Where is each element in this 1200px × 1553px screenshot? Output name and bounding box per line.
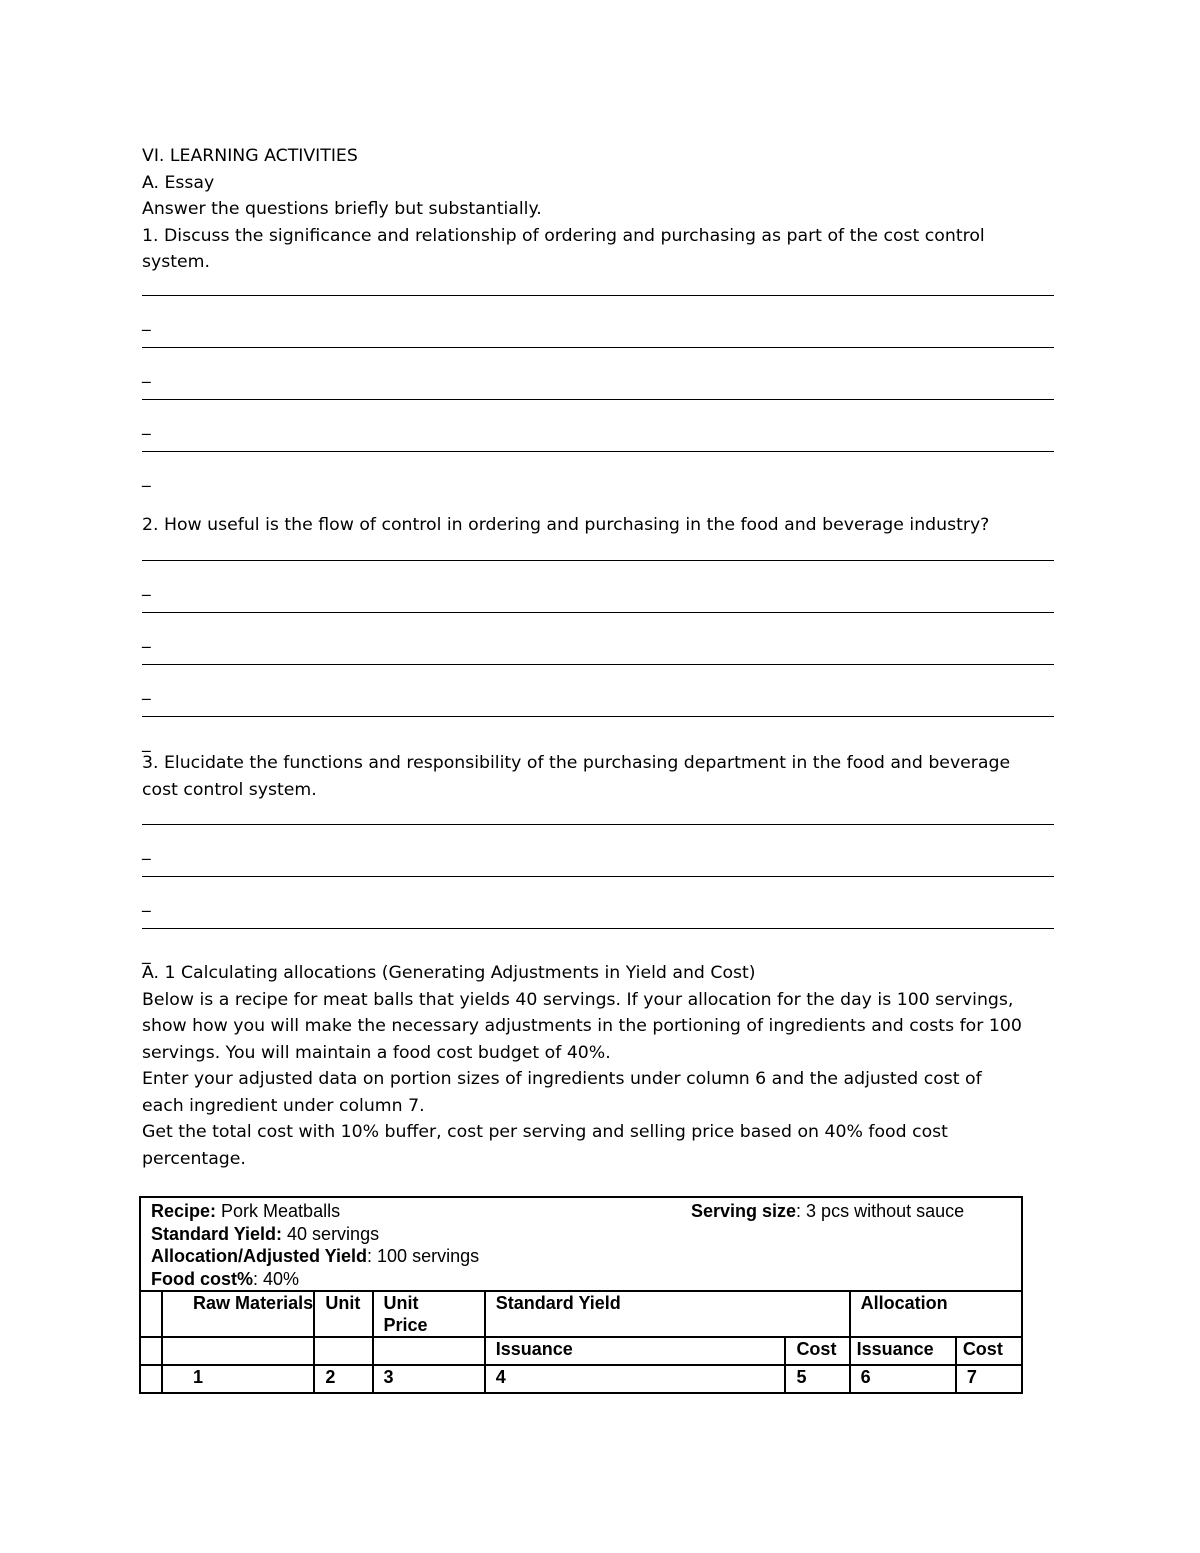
recipe-table (139, 1196, 1023, 1394)
answer-line (142, 824, 1054, 825)
answer-line (142, 664, 1054, 665)
instruction-text: Answer the questions briefly but substantially. (142, 199, 542, 219)
answer-dash: _ (142, 629, 151, 649)
answer-area-1[interactable] (142, 295, 1054, 503)
answer-dash: _ (142, 312, 151, 332)
answer-area-2[interactable] (142, 560, 1054, 768)
answer-line (142, 347, 1054, 348)
a1-paragraph-line: Below is a recipe for meat balls that yields 40 servings. If your allocation for the day is 100 servings, (142, 989, 1014, 1010)
answer-line (142, 716, 1054, 717)
question-1-line-2: system. (142, 252, 210, 272)
question-3-line-1: 3. Elucidate the functions and responsibility of the purchasing department in the food and beverage (142, 753, 1011, 773)
header-cost: Cost (785, 1337, 849, 1365)
a1-paragraph-line: Get the total cost with 10% buffer, cost per serving and selling price based on 40% food cost (142, 1122, 948, 1142)
allocation-yield: Allocation/Adjusted Yield: 100 servings (151, 1246, 480, 1266)
a1-paragraph-line: show how you will make the necessary adjustments in the portioning of ingredients and costs for 100 (142, 1016, 1022, 1036)
a1-paragraph-line: each ingredient under column 7. (142, 1095, 425, 1116)
blank-cell (140, 1337, 162, 1365)
answer-dash: _ (142, 681, 151, 701)
standard-yield: Standard Yield: 40 servings (151, 1223, 380, 1244)
recipe-name: Recipe: Pork Meatballs (151, 1201, 341, 1221)
subsection-essay: A. Essay (142, 172, 215, 193)
section-title: VI. LEARNING ACTIVITIES (142, 146, 358, 166)
answer-line (142, 295, 1054, 296)
answer-dash: _ (142, 733, 151, 753)
blank-cell[interactable] (373, 1337, 485, 1365)
column-number: 6 (850, 1365, 956, 1393)
header-unit-price: Unit Price (373, 1291, 485, 1337)
column-number: 2 (314, 1365, 372, 1393)
answer-line (142, 876, 1054, 877)
answer-line (142, 451, 1054, 452)
question-2-line-1: 2. How useful is the flow of control in ordering and purchasing in the food and beverage industry? (142, 515, 990, 535)
answer-line (142, 560, 1054, 561)
a1-heading: A. 1 Calculating allocations (Generating Adjustments in Yield and Cost) (142, 963, 756, 983)
answer-dash: _ (142, 893, 151, 913)
header-raw-materials: Raw Materials (162, 1291, 314, 1337)
answer-dash: _ (142, 841, 151, 861)
header-unit: Unit (314, 1291, 372, 1337)
header-alloc-cost: Cost (956, 1337, 1022, 1365)
blank-cell[interactable] (314, 1337, 372, 1365)
food-cost: Food cost%: 40% (151, 1268, 300, 1289)
answer-line (142, 928, 1054, 929)
column-number: 1 (162, 1365, 314, 1393)
header-standard-yield: Standard Yield (485, 1291, 850, 1337)
column-number: 3 (373, 1365, 485, 1393)
answer-line (142, 399, 1054, 400)
column-number: 5 (785, 1365, 849, 1393)
a1-paragraph-line: percentage. (142, 1148, 246, 1169)
blank-cell (140, 1365, 162, 1393)
question-3-line-2: cost control system. (142, 779, 317, 800)
blank-cell (140, 1291, 162, 1337)
answer-dash: _ (142, 577, 151, 597)
a1-paragraph-line: Enter your adjusted data on portion sizes of ingredients under column 6 and the adjusted cost of (142, 1069, 982, 1089)
question-1-line-1: 1. Discuss the significance and relationship of ordering and purchasing as part of the cost control (142, 225, 985, 246)
answer-area-3[interactable] (142, 824, 1054, 980)
recipe-info-cell (140, 1197, 1022, 1291)
header-issuance: Issuance (485, 1337, 786, 1365)
header-allocation: Allocation (850, 1291, 1022, 1337)
column-number: 4 (485, 1365, 786, 1393)
answer-dash: _ (142, 364, 151, 384)
column-number: 7 (956, 1365, 1022, 1393)
header-alloc-issuance: Issuance (850, 1337, 956, 1365)
serving-size: Serving size: 3 pcs without sauce (691, 1201, 965, 1221)
answer-line (142, 612, 1054, 613)
blank-cell[interactable] (162, 1337, 314, 1365)
answer-dash: _ (142, 945, 151, 965)
answer-dash: _ (142, 416, 151, 436)
a1-paragraph-line: servings. You will maintain a food cost budget of 40%. (142, 1042, 611, 1063)
answer-dash: _ (142, 468, 151, 488)
